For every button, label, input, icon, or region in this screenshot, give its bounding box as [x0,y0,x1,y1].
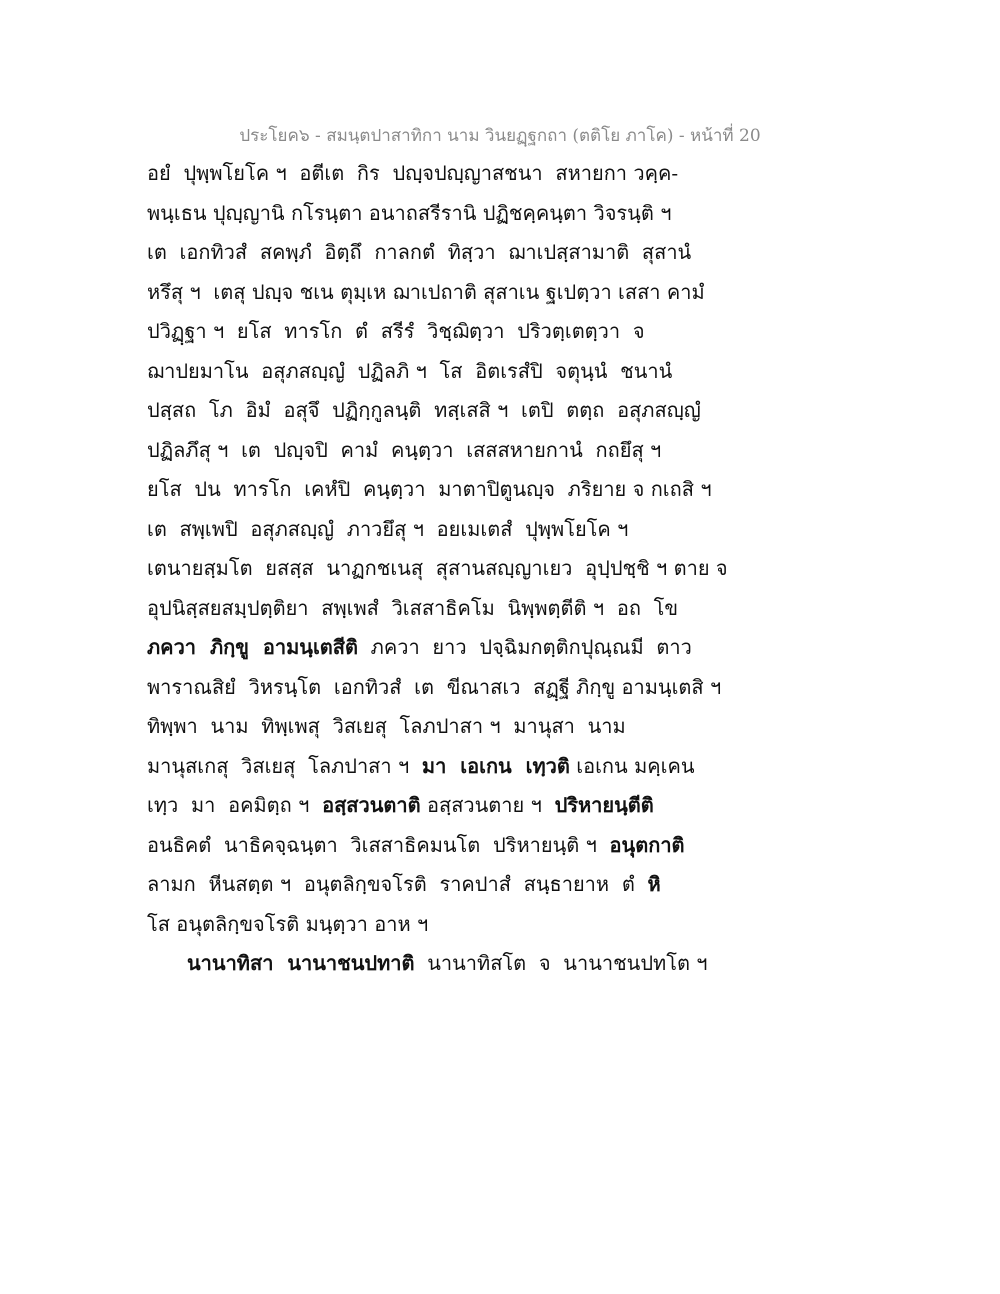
text-line [147,312,867,352]
bold-term: ภควา ภิกฺขู อามนฺเตสีติ [147,635,358,659]
text-line [147,233,867,273]
text-segment: ทิพฺพา นาม ทิพฺเพสุ วิสเยสุ โลภปาสา ฯ มานุสา นาม [147,714,626,738]
text-line [147,154,867,194]
text-line [147,786,867,826]
text-line [147,273,867,313]
text-segment: เตนายสฺมโต ยสสฺส นาฏกชเนสุ สุสานสญฺญาเยว อุปฺปชฺชิ ฯ ตาย จ [147,556,728,580]
text-line [147,391,867,431]
text-line [147,510,867,550]
text-segment: อนธิคตํ นาธิคจฺฉนฺตา วิเสสาธิคมนโต ปริหายนฺติ ฯ [147,832,610,857]
text-segment: เต เอกทิวสํ สคพฺภํ อิตฺถึ กาลกตํ ทิสฺวา ฌาเปสฺสามาติ สุสานํ [147,240,692,264]
text-segment: พาราณสิยํ วิหรนฺโต เอกทิวสํ เต ขีณาสเว สฏฺฐี ภิกฺขู อามนฺเตสิ ฯ [147,674,722,699]
text-line [147,431,867,471]
text-segment: ภควา ยาว ปจฺฉิมกตฺติกปุณฺณมี ตาว [357,635,692,659]
text-line [147,826,867,866]
text-line [147,944,867,984]
bold-term: อสฺสวนตาติ [322,793,421,817]
text-segment: มานุสเกสุ วิสเยสุ โลภปาสา ฯ [147,753,422,778]
text-segment: ลามก หีนสตฺต ฯ อนุตลิกฺขจโรติ ราคปาสํ สนฺธายาห ตํ [147,872,648,896]
bold-term: อนุตกาติ [609,832,685,857]
text-segment: อสฺสวนตาย ฯ [420,793,555,817]
text-segment: อุปนิสฺสยสมฺปตฺติยา สพฺเพสํ วิเสสาธิคโม นิพฺพตฺตีติ ฯ อถ โข [147,595,679,620]
text-line [147,589,867,629]
bold-term: นานาทิสา นานาชนปทาติ [187,951,415,975]
text-segment: อยํ ปุพฺพโยโค ฯ อตีเต กิร ปญฺจปญฺญาสชนา สหายกา วคฺค- [147,161,679,185]
text-line [147,905,867,945]
text-line [147,668,867,708]
text-segment: พนฺเธน ปุญฺญานิ กโรนฺตา อนาถสรีรานิ ปฏิชคฺคนฺตา วิจรนฺติ ฯ [147,200,672,225]
text-segment: ฌาปยมาโน อสุภสญฺญํ ปฏิลภิ ฯ โส อิตเรสํปิ จตุนฺนํ ชนานํ [147,358,673,383]
text-segment: ปวิฏฺฐา ฯ ยโส ทารโก ตํ สรีรํ วิชฺฌิตฺวา ปริวตฺเตตฺวา จ [147,319,645,343]
text-line [147,352,867,392]
page-header: ประโยค๖ - สมนฺตปาสาทิกา นาม วินยฏฺฐกถา (ตติโย ภาโค) - หน้าที่ 20 [239,126,761,146]
text-segment: เทฺว มา อคมิตฺถ ฯ [147,793,323,817]
text-line [147,747,867,787]
text-segment: เอเกน มคฺเคน [569,753,695,778]
text-segment: เต สพฺเพปิ อสุภสญฺญํ ภาวยึสุ ฯ อยเมเตสํ ปุพฺพโยโค ฯ [147,516,629,541]
text-segment: หรึสุ ฯ เตสุ ปญฺจ ชเน ตุมฺเห ฌาเปถาติ สุสาเน ฐเปตฺวา เสสา คามํ [147,279,705,304]
bold-term: หิ [647,872,661,896]
bold-term: มา เอเกน เทฺวติ [421,753,570,778]
text-line [147,628,867,668]
body-text [147,154,867,984]
text-segment: ปฏิลภึสุ ฯ เต ปญฺจปิ คามํ คนฺตฺวา เสสสหายกานํ กถยึสุ ฯ [147,437,662,462]
text-line [147,549,867,589]
text-segment: โส อนุตลิกฺขจโรติ มนฺตฺวา อาห ฯ [147,911,429,936]
text-line [147,865,867,905]
text-line [147,470,867,510]
text-segment: นานาทิสโต จ นานาชนปทโต ฯ [414,951,708,975]
text-segment: ปสฺสถ โภ อิมํ อสุจึ ปฏิกฺกูลนฺติ ทสฺเสสิ ฯ เตปิ ตตฺถ อสุภสญฺญํ [147,398,701,422]
text-line [147,194,867,234]
text-line [147,707,867,747]
text-segment: ยโส ปน ทารโก เคหํปิ คนฺตฺวา มาตาปิตูนญฺจ ภริยาย จ กเถสิ ฯ [147,477,712,501]
bold-term: ปริหายนฺตีติ [554,793,654,817]
